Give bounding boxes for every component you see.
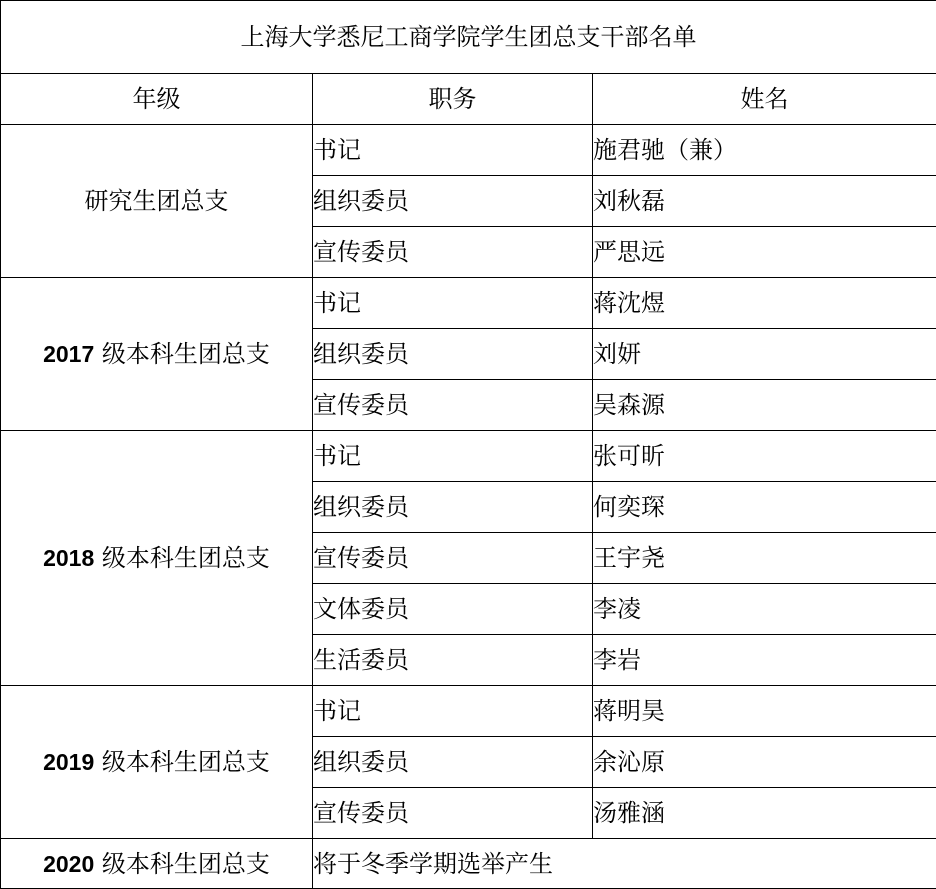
position-cell: 书记 bbox=[313, 125, 593, 176]
table-row bbox=[1, 839, 936, 889]
name-cell: 施君驰（兼） bbox=[593, 125, 936, 176]
table-row bbox=[1, 431, 936, 482]
grade-cell bbox=[1, 839, 313, 889]
position-cell: 宣传委员 bbox=[313, 533, 593, 584]
name-cell: 蒋沈煜 bbox=[593, 278, 936, 329]
name-cell: 李凌 bbox=[593, 584, 936, 635]
grade-cell bbox=[1, 278, 313, 431]
table-row bbox=[1, 278, 936, 329]
name-cell: 吴森源 bbox=[593, 380, 936, 431]
grade-cell bbox=[1, 431, 313, 686]
table-row bbox=[1, 125, 936, 176]
grade-cell bbox=[1, 686, 313, 839]
header-row bbox=[1, 74, 936, 125]
position-cell: 组织委员 bbox=[313, 737, 593, 788]
name-cell: 李岩 bbox=[593, 635, 936, 686]
roster-body bbox=[1, 1, 936, 889]
position-cell: 宣传委员 bbox=[313, 380, 593, 431]
position-cell: 组织委员 bbox=[313, 176, 593, 227]
position-cell: 宣传委员 bbox=[313, 227, 593, 278]
name-cell: 刘妍 bbox=[593, 329, 936, 380]
name-cell: 刘秋磊 bbox=[593, 176, 936, 227]
table-title: 上海大学悉尼工商学院学生团总支干部名单 bbox=[1, 1, 936, 74]
grade-year: 2019 bbox=[43, 749, 94, 775]
position-cell: 书记 bbox=[313, 278, 593, 329]
position-cell: 书记 bbox=[313, 431, 593, 482]
name-cell: 蒋明昊 bbox=[593, 686, 936, 737]
header-grade: 年级 bbox=[1, 74, 313, 125]
position-cell: 生活委员 bbox=[313, 635, 593, 686]
header-name: 姓名 bbox=[593, 74, 936, 125]
grade-year: 2018 bbox=[43, 545, 94, 571]
position-cell: 组织委员 bbox=[313, 329, 593, 380]
grade-label: 级本科生团总支 bbox=[102, 850, 270, 878]
table-row bbox=[1, 686, 936, 737]
grade-label: 级本科生团总支 bbox=[102, 544, 270, 572]
grade-year: 2020 bbox=[43, 851, 94, 877]
position-cell: 文体委员 bbox=[313, 584, 593, 635]
title-row bbox=[1, 1, 936, 74]
grade-cell bbox=[1, 125, 313, 278]
name-cell: 严思远 bbox=[593, 227, 936, 278]
grade-label: 研究生团总支 bbox=[85, 187, 229, 215]
header-position: 职务 bbox=[313, 74, 593, 125]
grade-year: 2017 bbox=[43, 341, 94, 367]
election-note: 将于冬季学期选举产生 bbox=[313, 839, 936, 889]
name-cell: 王宇尧 bbox=[593, 533, 936, 584]
position-cell: 宣传委员 bbox=[313, 788, 593, 839]
name-cell: 何奕琛 bbox=[593, 482, 936, 533]
grade-label: 级本科生团总支 bbox=[102, 748, 270, 776]
name-cell: 余沁原 bbox=[593, 737, 936, 788]
name-cell: 张可昕 bbox=[593, 431, 936, 482]
position-cell: 组织委员 bbox=[313, 482, 593, 533]
name-cell: 汤雅涵 bbox=[593, 788, 936, 839]
position-cell: 书记 bbox=[313, 686, 593, 737]
grade-label: 级本科生团总支 bbox=[102, 340, 270, 368]
